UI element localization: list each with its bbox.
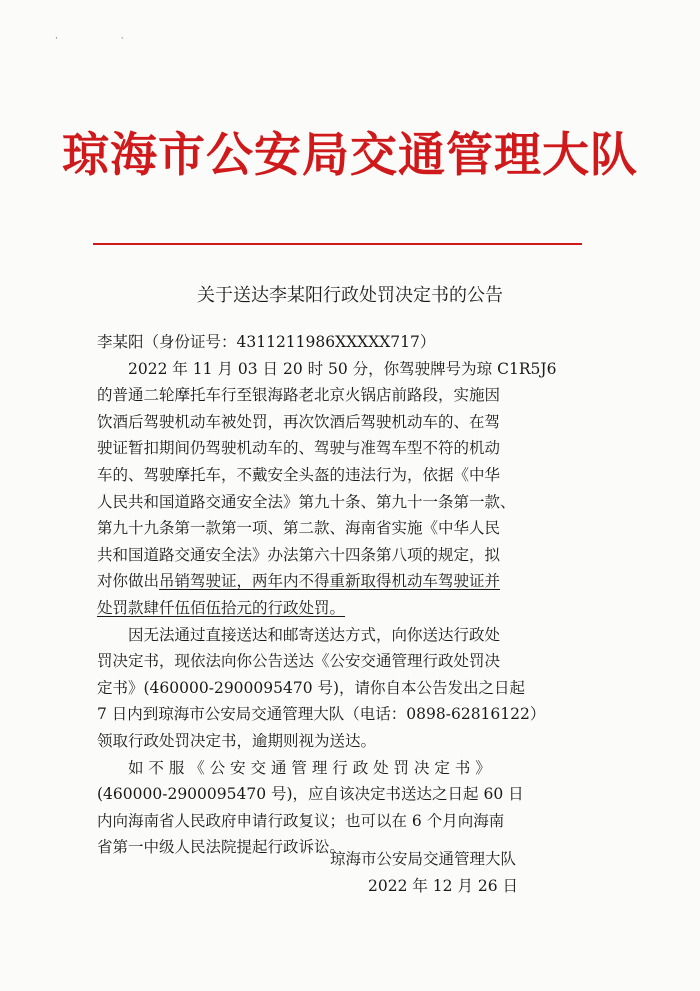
addressee-line: 李某阳（身份证号：4311211986XXXXX717）	[97, 333, 436, 351]
paragraph-1-text: 对你做出	[97, 572, 160, 591]
signing-agency: 琼海市公安局交通管理大队	[330, 850, 517, 868]
penalty-underlined-text: 处罚款肆仟伍佰伍拾元	[97, 598, 253, 617]
paragraph-3-line: 省第一中级人民法院提起行政诉讼。	[97, 838, 346, 857]
paragraph-1-line: 2022 年 11 月 03 日 20 时 50 分，你驾驶牌号为琼 C1R5J6	[128, 359, 557, 378]
paragraph-2-line: 领取行政处罚决定书，逾期则视为送达。	[97, 731, 377, 750]
document-body	[97, 329, 617, 861]
paragraph-2-line: 罚决定书，现依法向你公告送达《公安交通管理行政处罚决	[97, 652, 501, 671]
document-heading: 关于送达李某阳行政处罚决定书的公告	[197, 285, 503, 306]
agency-letterhead-title: 琼海市公安局交通管理大队	[62, 128, 638, 183]
paragraph-1-line: 共和国道路交通安全法》办法第六十四条第八项的规定，拟	[97, 545, 501, 564]
paragraph-1-line: 驶证暂扣期间仍驾驶机动车的、驾驶与准驾车型不符的机动	[97, 439, 501, 458]
paragraph-1-line	[97, 568, 617, 595]
penalty-underlined-text: 吊销驾驶证，两年内不得重新取得机动车驾驶证并	[159, 572, 501, 591]
paragraph-2-line: 定书》(460000-2900095470 号)，请你自本公告发出之日起	[97, 678, 526, 697]
paragraph-2-line: 因无法通过直接送达和邮寄送达方式，向你送达行政处	[128, 625, 501, 644]
paragraph-2-line: 7 日内到琼海市公安局交通管理大队（电话：0898-62816122）	[97, 705, 546, 724]
paragraph-1-line: 的普通二轮摩托车行至银海路老北京火锅店前路段，实施因	[97, 386, 501, 405]
paragraph-1-line: 第九十九条第一款第一项、第二款、海南省实施《中华人民	[97, 519, 501, 538]
paragraph-3-line: 内向海南省人民政府申请行政复议；也可以在 6 个月向海南	[97, 811, 505, 830]
signature-block	[330, 846, 590, 900]
penalty-underlined-text: 的行政处罚。	[252, 598, 346, 617]
paragraph-3-line: (460000-2900095470 号)，应自该决定书送达之日起 60 日	[97, 785, 524, 804]
paragraph-1-line: 车的、驾驶摩托车，不戴安全头盔的违法行为，依据《中华	[97, 465, 501, 484]
scan-marks: · ·	[55, 34, 154, 44]
letterhead-divider	[93, 243, 582, 245]
paragraph-1-line	[97, 595, 617, 622]
signing-date: 2022 年 12 月 26 日	[368, 877, 519, 895]
paragraph-1-line: 人民共和国道路交通安全法》第九十条、第九十一条第一款、	[97, 492, 516, 511]
paragraph-3-line: 如 不 服 《 公 安 交 通 管 理 行 政 处 罚 决 定 书 》	[128, 758, 491, 777]
paragraph-1-line: 饮酒后驾驶机动车被处罚，再次饮酒后驾驶机动车的、在驾	[97, 412, 501, 431]
